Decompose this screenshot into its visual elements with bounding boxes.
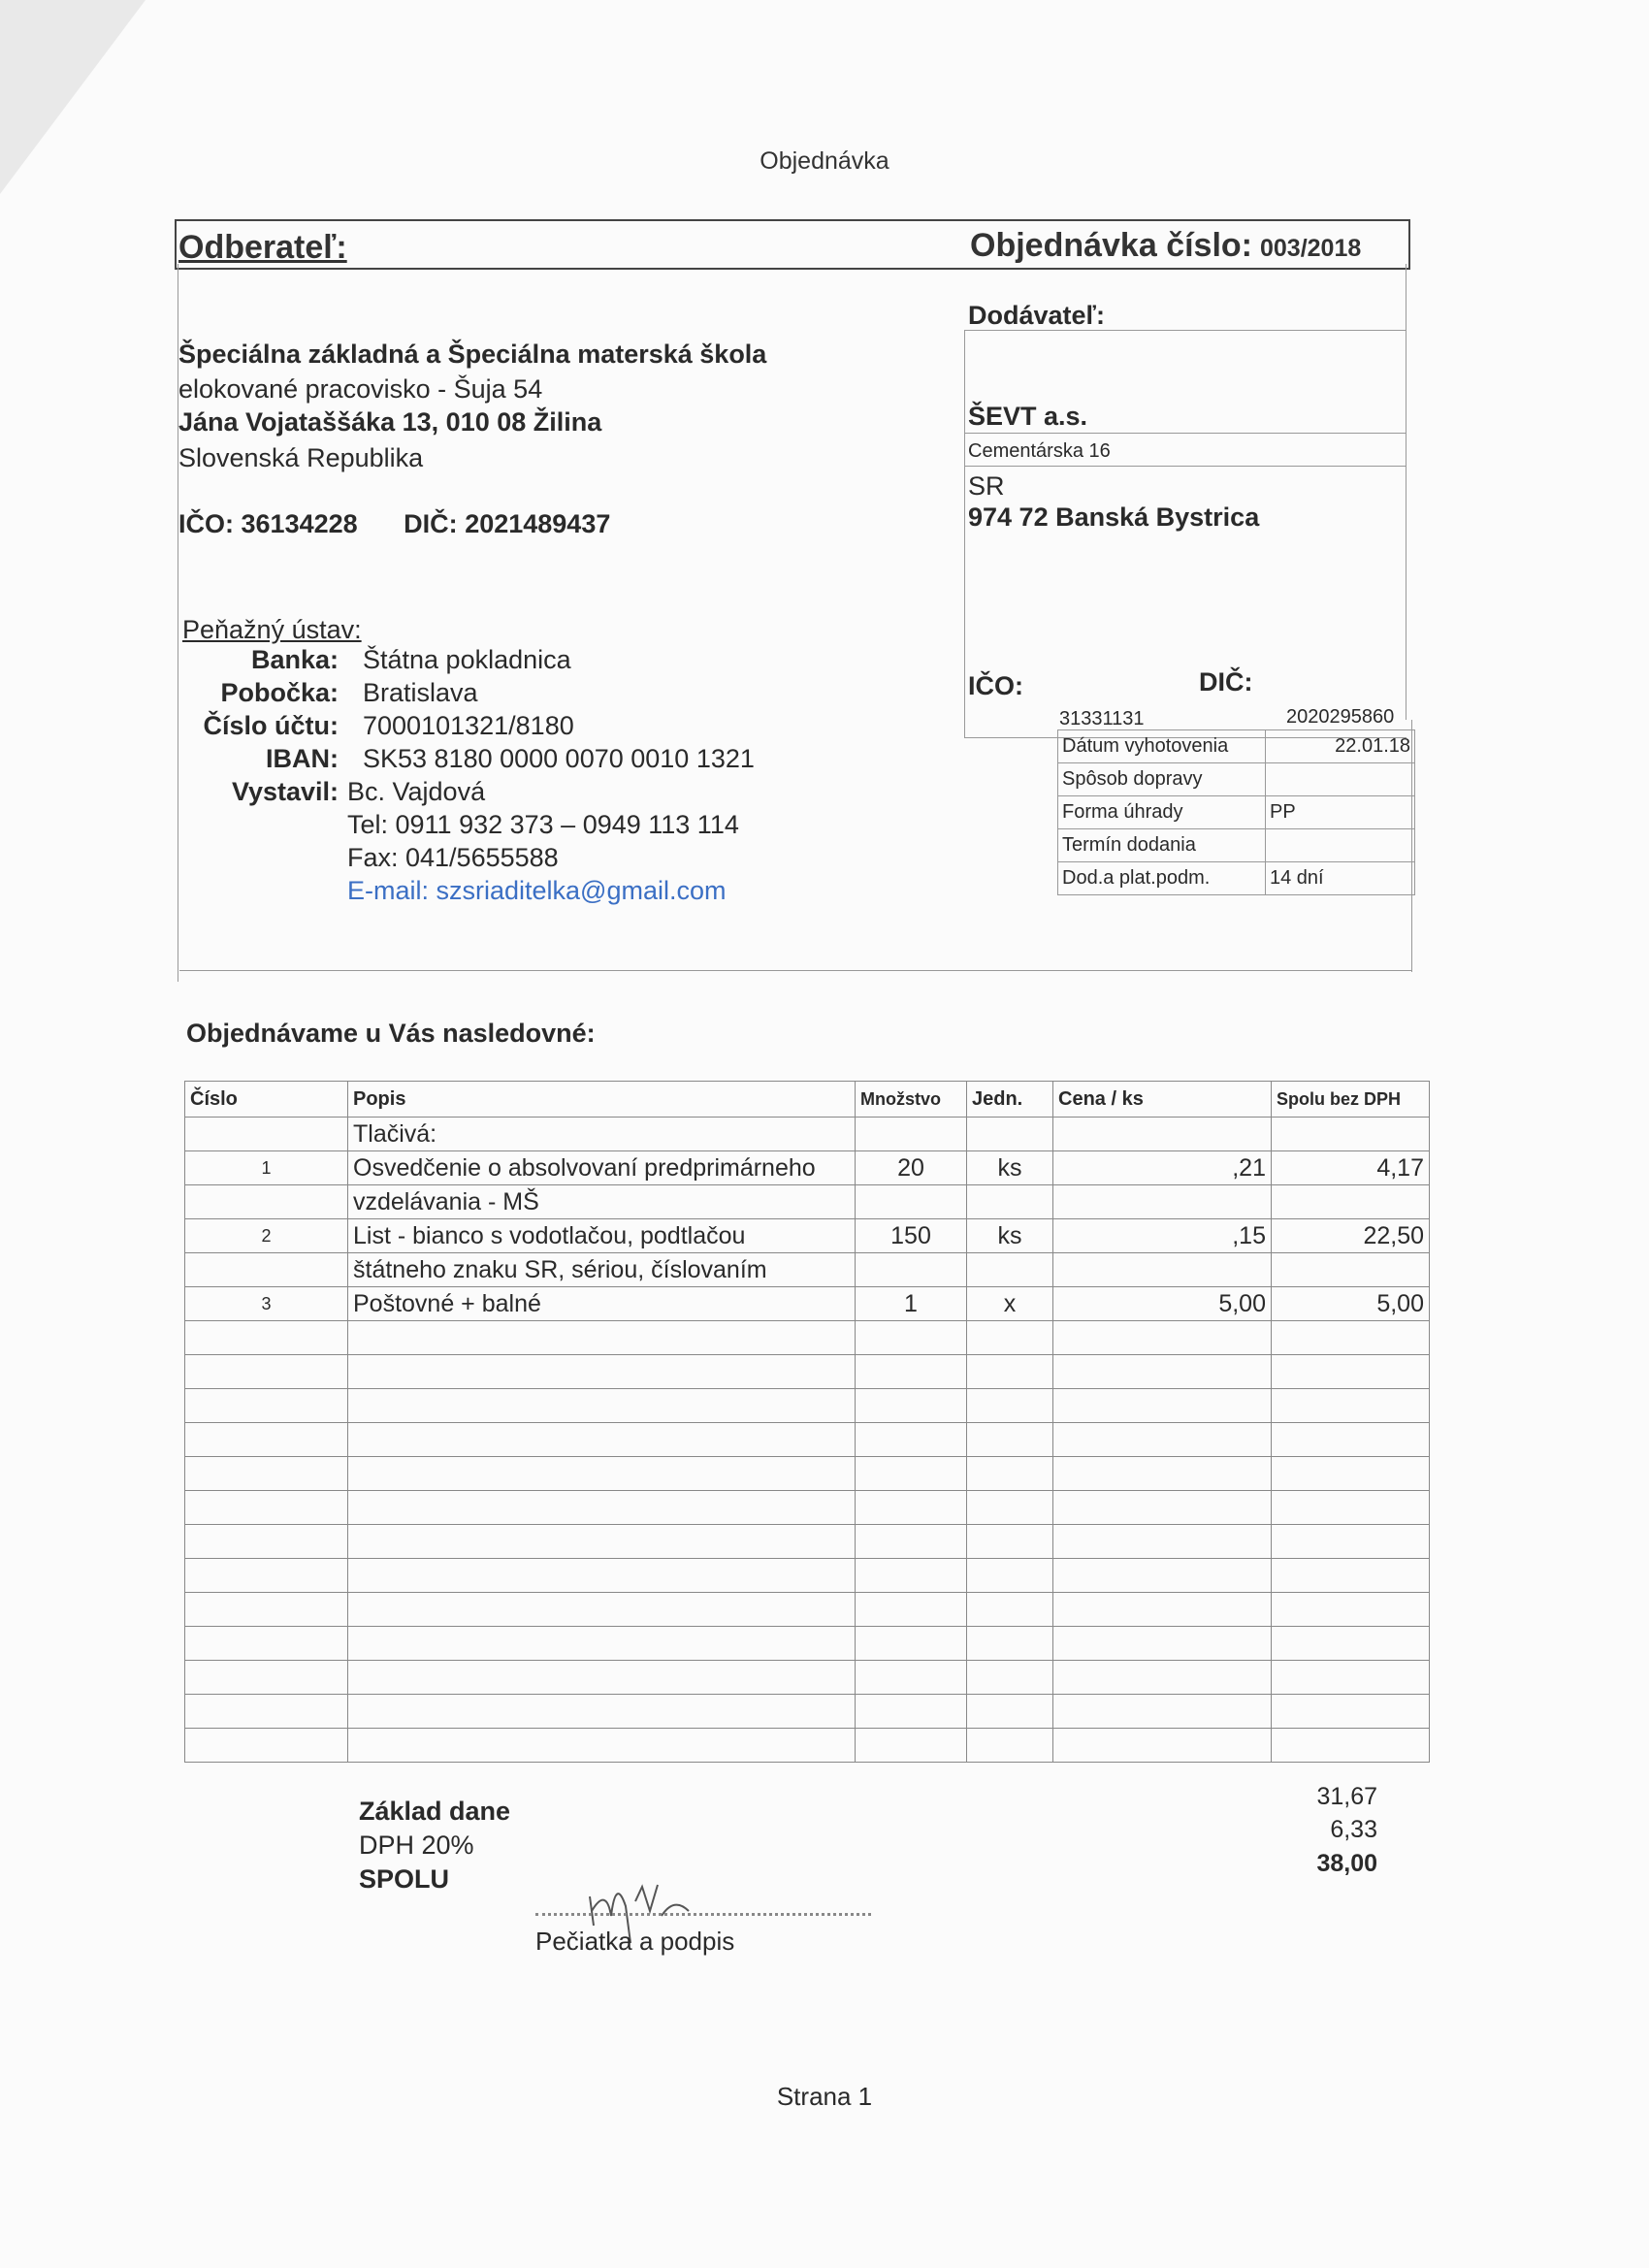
col-header-unit-price: Cena / ks bbox=[1053, 1082, 1272, 1118]
total-value: 38,00 bbox=[1316, 1850, 1377, 1877]
row-total bbox=[1272, 1253, 1430, 1287]
row-unit: ks bbox=[967, 1219, 1053, 1253]
email-link[interactable]: E-mail: szsriaditelka@gmail.com bbox=[347, 876, 727, 905]
account-label: Číslo účtu: bbox=[203, 711, 339, 740]
empty-row bbox=[185, 1423, 1430, 1457]
table-row bbox=[1058, 730, 1415, 763]
order-number: 003/2018 bbox=[1260, 235, 1362, 262]
customer-branch: elokované pracovisko - Šuja 54 bbox=[178, 374, 543, 404]
col-header-description: Popis bbox=[348, 1082, 856, 1118]
customer-label: Odberateľ: bbox=[178, 229, 347, 266]
row-price bbox=[1053, 1118, 1272, 1151]
empty-row bbox=[185, 1389, 1430, 1423]
info-label: Termín dodania bbox=[1058, 829, 1266, 862]
empty-row bbox=[185, 1491, 1430, 1525]
signature-label: Pečiatka a podpis bbox=[535, 1927, 735, 1956]
fax: Fax: 041/5655588 bbox=[347, 843, 559, 872]
issuer-value: Bc. Vajdová bbox=[347, 777, 486, 806]
table-row bbox=[185, 1287, 1430, 1321]
document-title: Objednávka bbox=[760, 147, 889, 175]
customer-dic-label: DIČ: bbox=[404, 509, 458, 538]
order-info-table bbox=[1057, 729, 1415, 895]
table-row bbox=[185, 1151, 1430, 1185]
supplier-line bbox=[964, 433, 1406, 434]
row-unit bbox=[967, 1253, 1053, 1287]
info-value: 22.01.18 bbox=[1266, 730, 1415, 763]
empty-row bbox=[185, 1457, 1430, 1491]
row-quantity bbox=[856, 1185, 967, 1219]
order-number-label: Objednávka číslo: bbox=[970, 227, 1252, 264]
info-value bbox=[1266, 763, 1415, 796]
supplier-ico-label: IČO: bbox=[968, 671, 1023, 700]
row-unit bbox=[967, 1185, 1053, 1219]
vat-label: DPH 20% bbox=[359, 1831, 474, 1860]
customer-dic-value: 2021489437 bbox=[465, 509, 611, 538]
row-unit: ks bbox=[967, 1151, 1053, 1185]
row-total: 4,17 bbox=[1272, 1151, 1430, 1185]
row-total bbox=[1272, 1185, 1430, 1219]
info-value: 14 dní bbox=[1266, 862, 1415, 895]
items-table bbox=[184, 1081, 1430, 1763]
row-description: vzdelávania - MŠ bbox=[348, 1185, 856, 1219]
row-description: Tlačivá: bbox=[348, 1118, 856, 1151]
account-value: 7000101321/8180 bbox=[363, 711, 574, 740]
col-header-quantity: Množstvo bbox=[856, 1082, 967, 1118]
row-description: Osvedčenie o absolvovaní predprimárneho bbox=[348, 1151, 856, 1185]
supplier-street: Cementárska 16 bbox=[968, 440, 1111, 462]
supplier-dic-label: DIČ: bbox=[1199, 667, 1253, 697]
row-number: 1 bbox=[185, 1151, 348, 1185]
row-total bbox=[1272, 1118, 1430, 1151]
customer-name: Špeciálna základná a Špeciálna materská škola bbox=[178, 340, 767, 369]
row-number bbox=[185, 1253, 348, 1287]
row-quantity: 20 bbox=[856, 1151, 967, 1185]
vat-value: 6,33 bbox=[1330, 1816, 1377, 1843]
page-number: Strana 1 bbox=[776, 2082, 873, 2111]
row-number: 2 bbox=[185, 1219, 348, 1253]
table-row bbox=[185, 1219, 1430, 1253]
tax-base-label: Základ dane bbox=[359, 1797, 511, 1826]
order-number-heading bbox=[970, 227, 1361, 265]
table-header-row bbox=[185, 1082, 1430, 1118]
info-label: Forma úhrady bbox=[1058, 796, 1266, 829]
row-number: 3 bbox=[185, 1287, 348, 1321]
row-unit: x bbox=[967, 1287, 1053, 1321]
table-row bbox=[185, 1253, 1430, 1287]
info-label: Dátum vyhotovenia bbox=[1058, 730, 1266, 763]
supplier-dic: 2020295860 bbox=[1286, 706, 1395, 728]
empty-row bbox=[185, 1559, 1430, 1593]
supplier-ico: 31331131 bbox=[1059, 708, 1145, 729]
signature-line bbox=[535, 1913, 871, 1916]
row-description: List - bianco s vodotlačou, podtlačou bbox=[348, 1219, 856, 1253]
supplier-label: Dodávateľ: bbox=[968, 301, 1105, 330]
table-row bbox=[1058, 763, 1415, 796]
info-label: Spôsob dopravy bbox=[1058, 763, 1266, 796]
empty-row bbox=[185, 1627, 1430, 1661]
row-price: 5,00 bbox=[1053, 1287, 1272, 1321]
empty-row bbox=[185, 1695, 1430, 1729]
row-total: 5,00 bbox=[1272, 1287, 1430, 1321]
row-price bbox=[1053, 1253, 1272, 1287]
row-price: ,21 bbox=[1053, 1151, 1272, 1185]
row-number bbox=[185, 1185, 348, 1219]
info-label: Dod.a plat.podm. bbox=[1058, 862, 1266, 895]
row-quantity: 1 bbox=[856, 1287, 967, 1321]
branch-label: Pobočka: bbox=[220, 678, 339, 707]
row-description: Poštovné + balné bbox=[348, 1287, 856, 1321]
empty-row bbox=[185, 1593, 1430, 1627]
supplier-country: SR bbox=[968, 471, 1005, 501]
supplier-box bbox=[964, 330, 1407, 737]
row-total: 22,50 bbox=[1272, 1219, 1430, 1253]
empty-row bbox=[185, 1355, 1430, 1389]
row-unit bbox=[967, 1118, 1053, 1151]
supplier-city: 974 72 Banská Bystrica bbox=[968, 502, 1260, 532]
empty-row bbox=[185, 1661, 1430, 1695]
row-number bbox=[185, 1118, 348, 1151]
table-row bbox=[185, 1185, 1430, 1219]
order-heading: Objednávame u Vás nasledovné: bbox=[186, 1019, 596, 1048]
iban-label: IBAN: bbox=[266, 744, 339, 773]
row-quantity bbox=[856, 1253, 967, 1287]
branch-value: Bratislava bbox=[363, 678, 478, 707]
bank-value: Štátna pokladnica bbox=[363, 645, 571, 674]
empty-row bbox=[185, 1321, 1430, 1355]
supplier-line bbox=[964, 466, 1406, 467]
supplier-name: ŠEVT a.s. bbox=[968, 402, 1088, 431]
info-value: PP bbox=[1266, 796, 1415, 829]
info-value bbox=[1266, 829, 1415, 862]
frame-bottom-line bbox=[179, 970, 1411, 971]
row-price: ,15 bbox=[1053, 1219, 1272, 1253]
customer-ico-label: IČO: bbox=[178, 509, 234, 538]
row-description: štátneho znaku SR, sériou, číslovaním bbox=[348, 1253, 856, 1287]
iban-value: SK53 8180 0000 0070 0010 1321 bbox=[363, 744, 755, 773]
table-row bbox=[1058, 862, 1415, 895]
customer-country: Slovenská Republika bbox=[178, 443, 424, 472]
row-quantity bbox=[856, 1118, 967, 1151]
empty-row bbox=[185, 1729, 1430, 1763]
col-header-total: Spolu bez DPH bbox=[1272, 1082, 1430, 1118]
col-header-number: Číslo bbox=[185, 1082, 348, 1118]
issuer-label: Vystavil: bbox=[231, 777, 339, 806]
customer-ico-value: 36134228 bbox=[241, 509, 358, 538]
phone: Tel: 0911 932 373 – 0949 113 114 bbox=[347, 810, 739, 839]
table-row bbox=[1058, 829, 1415, 862]
empty-row bbox=[185, 1525, 1430, 1559]
row-price bbox=[1053, 1185, 1272, 1219]
col-header-unit: Jedn. bbox=[967, 1082, 1053, 1118]
total-label: SPOLU bbox=[359, 1864, 450, 1894]
bank-label: Banka: bbox=[250, 645, 339, 674]
customer-address: Jána Vojataššáka 13, 010 08 Žilina bbox=[178, 407, 602, 437]
customer-ico bbox=[178, 509, 610, 539]
supplier-top-line bbox=[964, 330, 1406, 331]
table-row bbox=[185, 1118, 1430, 1151]
row-quantity: 150 bbox=[856, 1219, 967, 1253]
table-row bbox=[1058, 796, 1415, 829]
tax-base-value: 31,67 bbox=[1316, 1783, 1377, 1810]
bank-heading: Peňažný ústav: bbox=[182, 615, 362, 644]
